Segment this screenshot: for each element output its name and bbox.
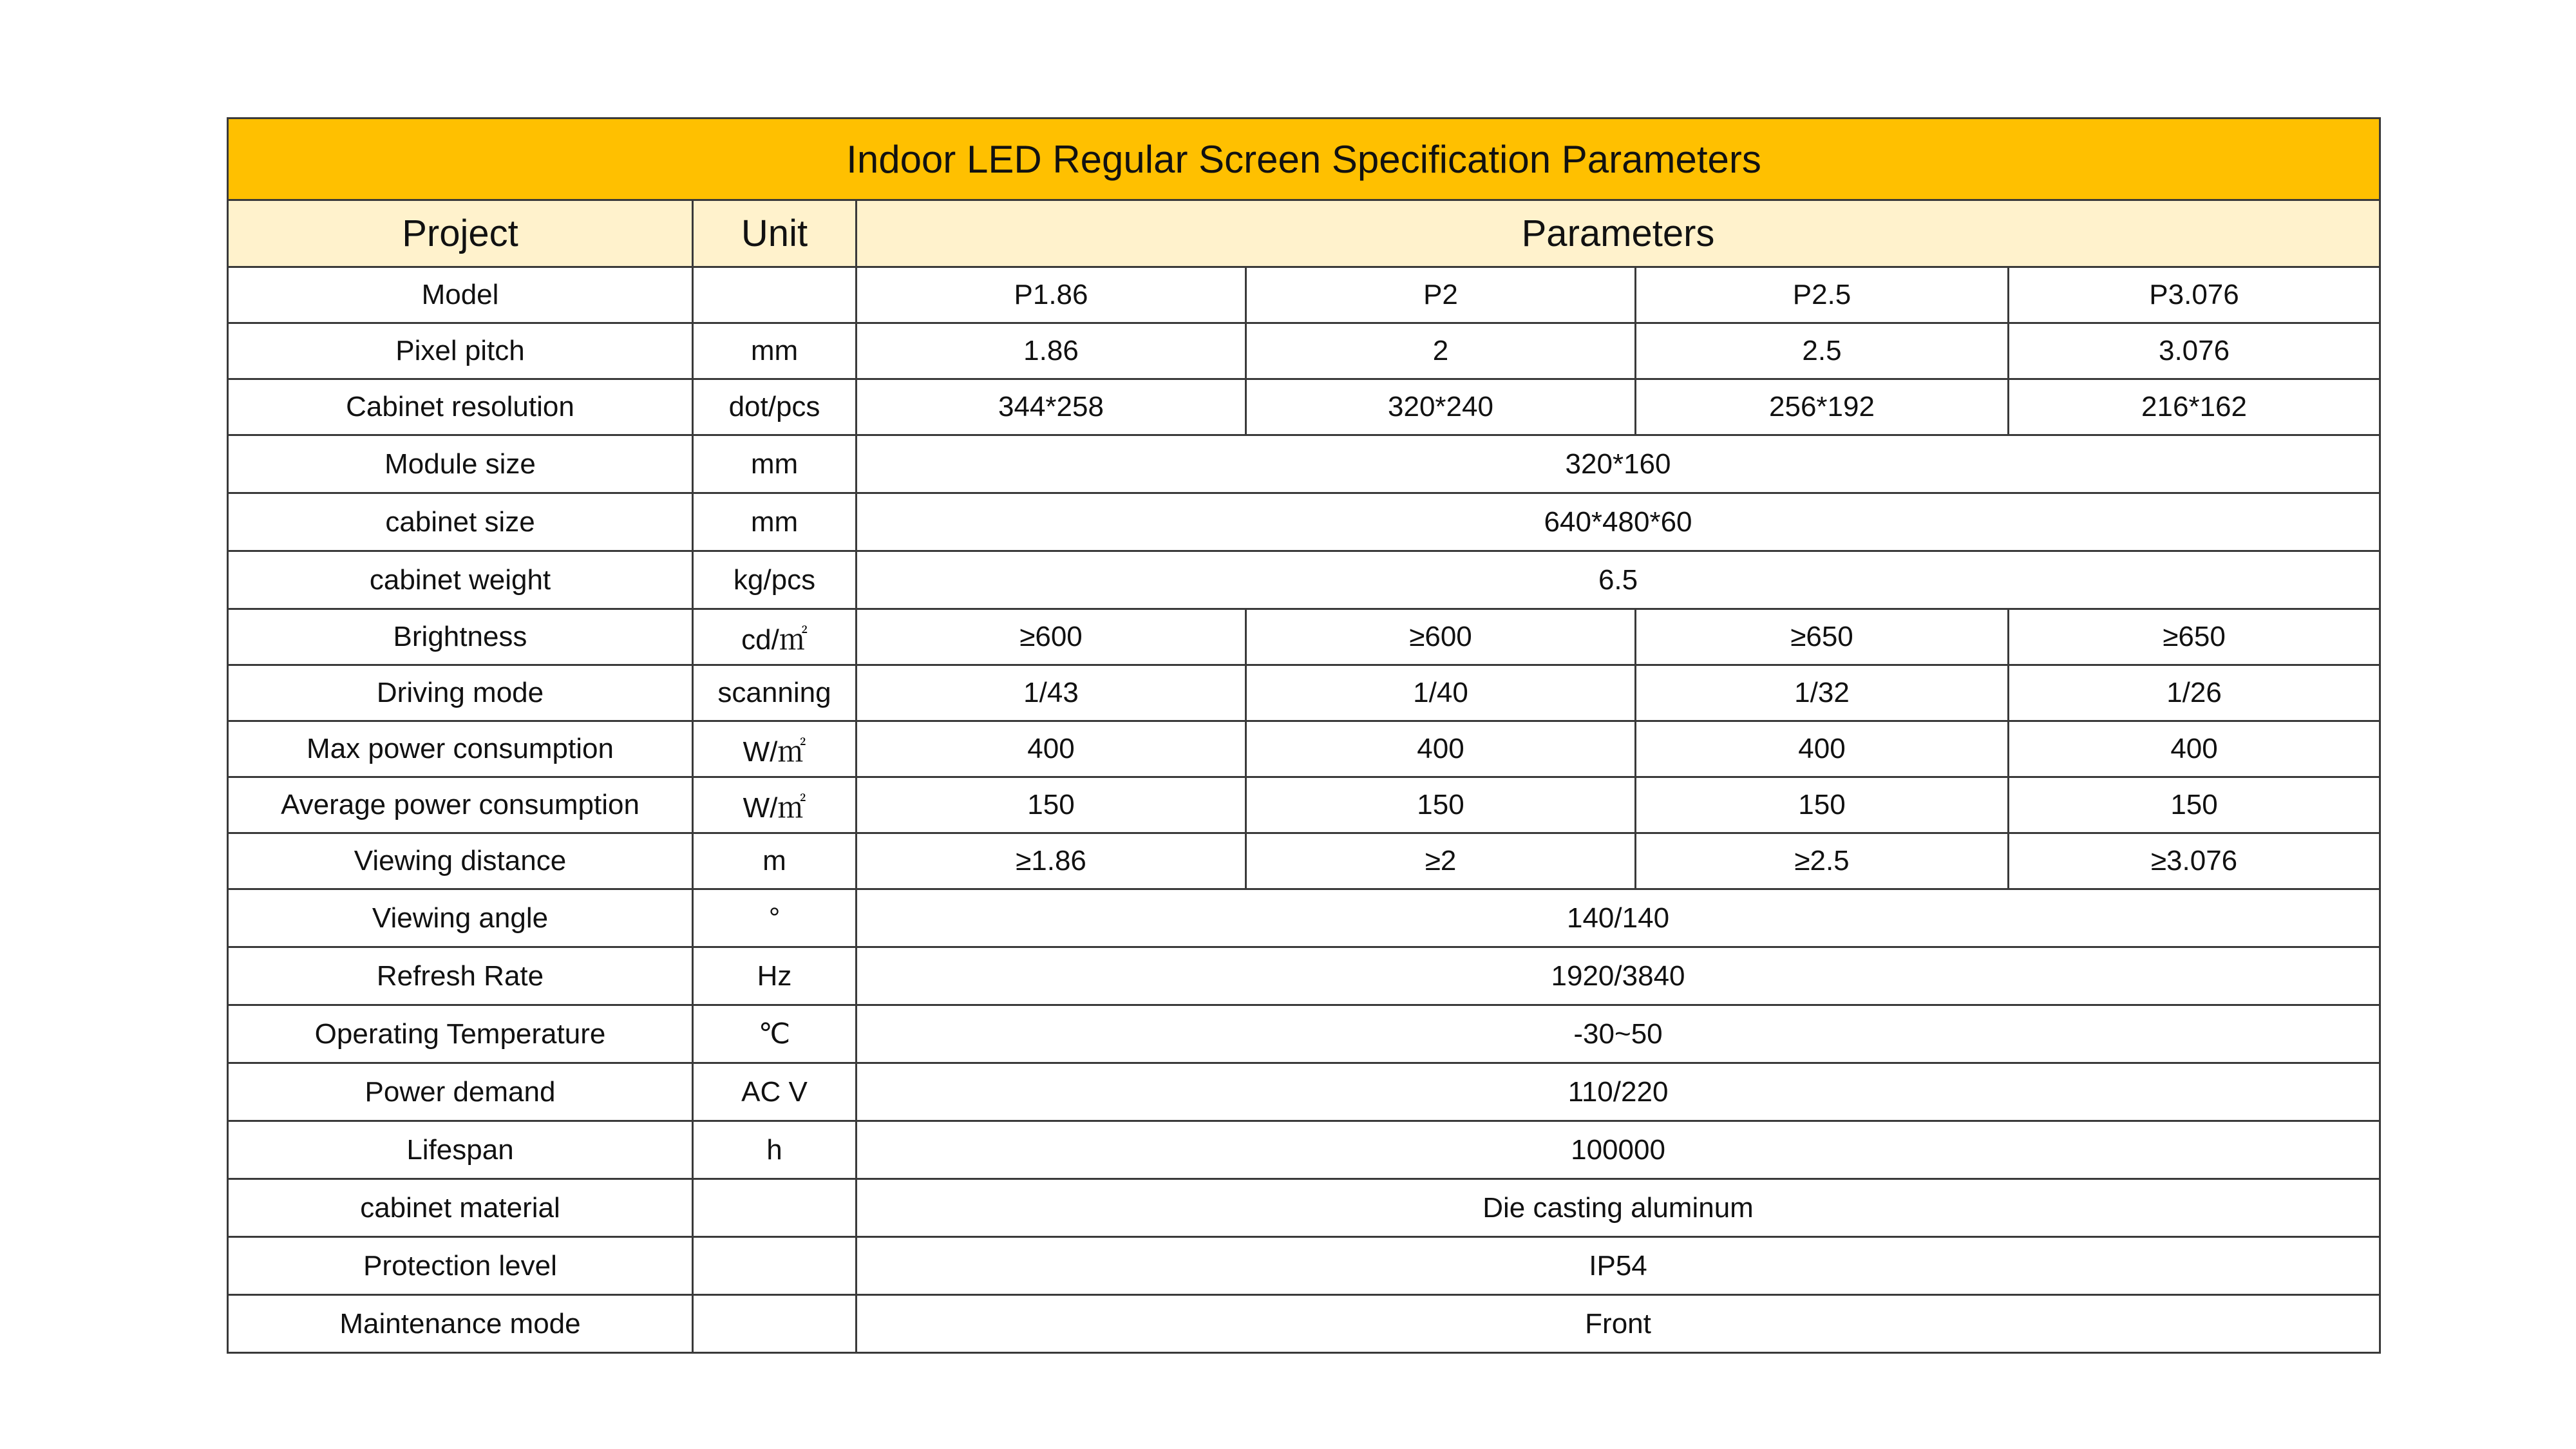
row-label: Average power consumption xyxy=(228,777,693,833)
merged-value-cell: 110/220 xyxy=(857,1063,2380,1121)
row-label: Viewing angle xyxy=(228,889,693,947)
row-unit xyxy=(693,267,857,323)
value-cell: ≥650 xyxy=(2009,609,2380,665)
row-unit: dot/pcs xyxy=(693,379,857,435)
row-label: Operating Temperature xyxy=(228,1005,693,1063)
row-label: cabinet size xyxy=(228,493,693,551)
table-row xyxy=(228,889,2380,947)
value-cell: 400 xyxy=(857,721,1246,777)
row-label: Max power consumption xyxy=(228,721,693,777)
row-unit xyxy=(693,1237,857,1295)
row-unit xyxy=(693,1295,857,1353)
table-row-model xyxy=(228,267,2380,323)
header-unit: Unit xyxy=(693,200,857,267)
header-project: Project xyxy=(228,200,693,267)
spec-table xyxy=(227,117,2381,1354)
table-row xyxy=(228,551,2380,609)
merged-value-cell: -30~50 xyxy=(857,1005,2380,1063)
row-label: Cabinet resolution xyxy=(228,379,693,435)
value-cell: 400 xyxy=(1636,721,2009,777)
value-cell: 2 xyxy=(1246,323,1636,379)
row-unit: h xyxy=(693,1121,857,1179)
table-row xyxy=(228,721,2380,777)
value-cell: 150 xyxy=(1246,777,1636,833)
header-parameters: Parameters xyxy=(857,200,2380,267)
row-label: Viewing distance xyxy=(228,833,693,889)
value-cell: ≥1.86 xyxy=(857,833,1246,889)
table-row xyxy=(228,435,2380,493)
model-cell: P3.076 xyxy=(2009,267,2380,323)
table-row xyxy=(228,1237,2380,1295)
value-cell: ≥2 xyxy=(1246,833,1636,889)
row-label: cabinet weight xyxy=(228,551,693,609)
row-unit xyxy=(693,1179,857,1237)
value-cell: 320*240 xyxy=(1246,379,1636,435)
merged-value-cell: Die casting aluminum xyxy=(857,1179,2380,1237)
row-unit: mm xyxy=(693,493,857,551)
row-unit: ℃ xyxy=(693,1005,857,1063)
value-cell: ≥3.076 xyxy=(2009,833,2380,889)
table-title: Indoor LED Regular Screen Specification Parameters xyxy=(228,118,2380,200)
value-cell: 216*162 xyxy=(2009,379,2380,435)
header-row xyxy=(228,200,2380,267)
table-row xyxy=(228,1121,2380,1179)
row-unit: AC V xyxy=(693,1063,857,1121)
table-row xyxy=(228,1005,2380,1063)
value-cell: ≥600 xyxy=(1246,609,1636,665)
value-cell: ≥600 xyxy=(857,609,1246,665)
table-row xyxy=(228,1063,2380,1121)
row-unit: ° xyxy=(693,889,857,947)
value-cell: ≥2.5 xyxy=(1636,833,2009,889)
model-cell: P2 xyxy=(1246,267,1636,323)
value-cell: 150 xyxy=(1636,777,2009,833)
row-unit: mm xyxy=(693,323,857,379)
merged-value-cell: 140/140 xyxy=(857,889,2380,947)
table-row xyxy=(228,379,2380,435)
merged-value-cell: IP54 xyxy=(857,1237,2380,1295)
table-row xyxy=(228,833,2380,889)
value-cell: ≥650 xyxy=(1636,609,2009,665)
merged-value-cell: 6.5 xyxy=(857,551,2380,609)
row-label: Lifespan xyxy=(228,1121,693,1179)
merged-value-cell: 1920/3840 xyxy=(857,947,2380,1005)
row-unit: W/㎡ xyxy=(693,777,857,833)
row-unit: W/㎡ xyxy=(693,721,857,777)
row-label: Maintenance mode xyxy=(228,1295,693,1353)
value-cell: 2.5 xyxy=(1636,323,2009,379)
row-label: Brightness xyxy=(228,609,693,665)
value-cell: 1/26 xyxy=(2009,665,2380,721)
value-cell: 1/32 xyxy=(1636,665,2009,721)
value-cell: 150 xyxy=(2009,777,2380,833)
model-cell: P2.5 xyxy=(1636,267,2009,323)
table-row xyxy=(228,1295,2380,1353)
table-row xyxy=(228,1179,2380,1237)
value-cell: 1.86 xyxy=(857,323,1246,379)
row-label: Module size xyxy=(228,435,693,493)
table-row xyxy=(228,493,2380,551)
row-unit: m xyxy=(693,833,857,889)
row-unit: scanning xyxy=(693,665,857,721)
merged-value-cell: Front xyxy=(857,1295,2380,1353)
row-label: Power demand xyxy=(228,1063,693,1121)
row-label: cabinet material xyxy=(228,1179,693,1237)
value-cell: 400 xyxy=(2009,721,2380,777)
table-row xyxy=(228,777,2380,833)
title-row xyxy=(228,118,2380,200)
model-cell: P1.86 xyxy=(857,267,1246,323)
row-label: Pixel pitch xyxy=(228,323,693,379)
row-unit: cd/㎡ xyxy=(693,609,857,665)
value-cell: 1/43 xyxy=(857,665,1246,721)
value-cell: 256*192 xyxy=(1636,379,2009,435)
row-unit: kg/pcs xyxy=(693,551,857,609)
table-row xyxy=(228,323,2380,379)
row-unit: Hz xyxy=(693,947,857,1005)
value-cell: 400 xyxy=(1246,721,1636,777)
value-cell: 3.076 xyxy=(2009,323,2380,379)
row-label: Protection level xyxy=(228,1237,693,1295)
value-cell: 150 xyxy=(857,777,1246,833)
table-row xyxy=(228,947,2380,1005)
row-label: Refresh Rate xyxy=(228,947,693,1005)
merged-value-cell: 100000 xyxy=(857,1121,2380,1179)
row-unit: mm xyxy=(693,435,857,493)
table-row xyxy=(228,665,2380,721)
row-label: Driving mode xyxy=(228,665,693,721)
row-label: Model xyxy=(228,267,693,323)
value-cell: 344*258 xyxy=(857,379,1246,435)
merged-value-cell: 640*480*60 xyxy=(857,493,2380,551)
table-row xyxy=(228,609,2380,665)
merged-value-cell: 320*160 xyxy=(857,435,2380,493)
value-cell: 1/40 xyxy=(1246,665,1636,721)
